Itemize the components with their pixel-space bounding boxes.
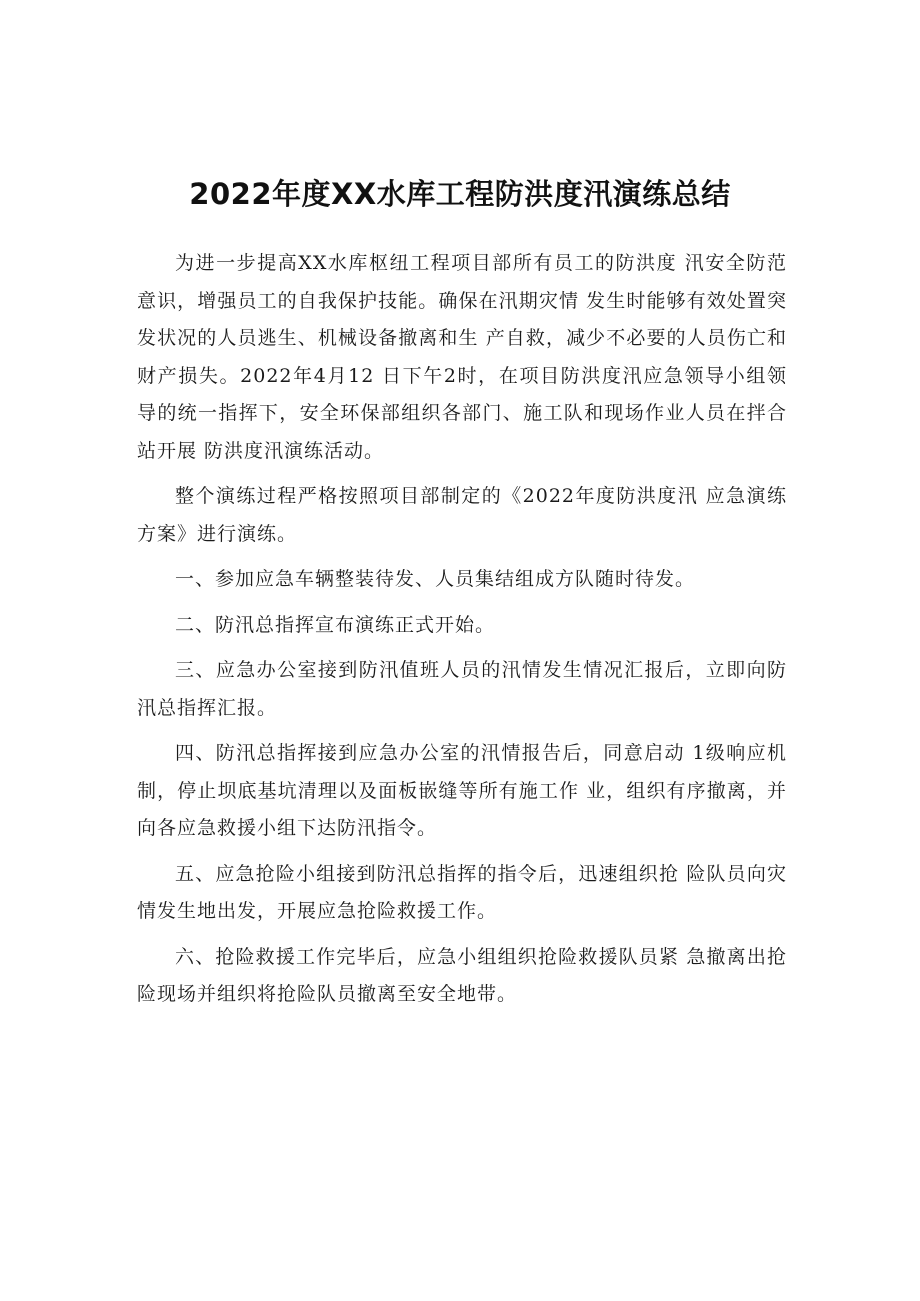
document-title: 2022年度XX水库工程防洪度汛演练总结 <box>189 177 731 211</box>
paragraph-intro: 为进一步提高XX水库枢纽工程项目部所有员工的防洪度 汛安全防范意识，增强员工的自我保护技能。确保在汛期灾情 发生时能够有效处置突发状况的人员逃生、机械设备撤离和生 产自救，减少不必要的人员伤亡和财产损失。2022年4月12 日下午2时，在项目防洪度汛应急领导小组领导的统一指挥下，安全环保部组织各部门、施工队和现场作业人员在拌合站开展 防洪度汛演练活动。 <box>137 252 787 462</box>
document-body <box>137 245 787 1022</box>
paragraph-step-4: 四、防汛总指挥接到应急办公室的汛情报告后，同意启动 1级响应机制，停止坝底基坑清理以及面板嵌缝等所有施工作 业，组织有序撤离，并向各应急救援小组下达防汛指令。 <box>137 742 787 839</box>
paragraph-step-3: 三、应急办公室接到防汛值班人员的汛情发生情况汇报后，立即向防汛总指挥汇报。 <box>137 659 787 719</box>
paragraph-step-5: 五、应急抢险小组接到防汛总指挥的指令后，迅速组织抢 险队员向灾情发生地出发，开展应急抢险救援工作。 <box>137 862 787 922</box>
paragraph-step-2: 二、防汛总指挥宣布演练正式开始。 <box>175 613 496 636</box>
paragraph-step-1: 一、参加应急车辆整装待发、人员集结组成方队随时待发。 <box>175 568 696 590</box>
paragraph-plan: 整个演练过程严格按照项目部制定的《2022年度防洪度汛 应急演练方案》进行演练。 <box>137 485 787 545</box>
paragraph-step-6: 六、抢险救援工作完毕后，应急小组组织抢险救援队员紧 急撤离出抢险现场并组织将抢险队员撤离至安全地带。 <box>137 945 787 1005</box>
